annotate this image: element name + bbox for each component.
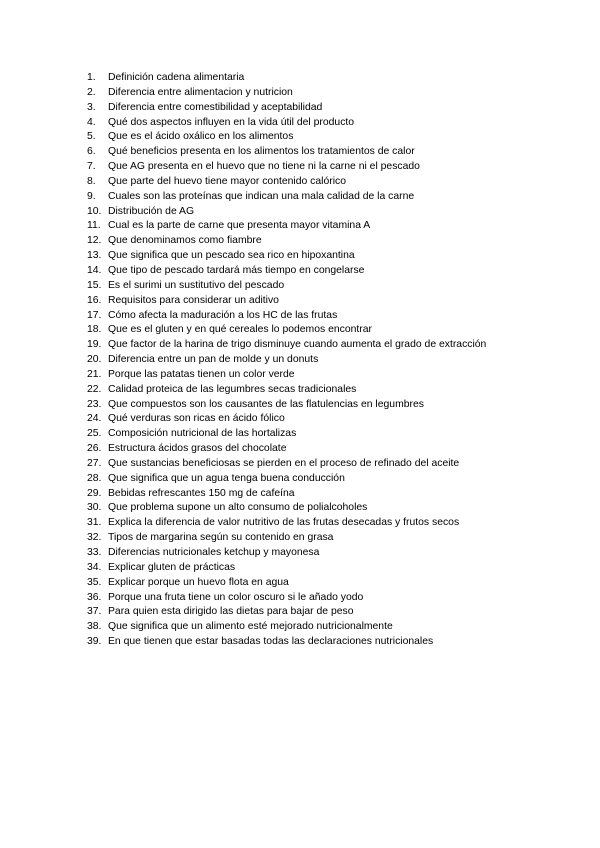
question-number: 34. <box>87 561 102 573</box>
question-text: Que denominamos como fiambre <box>108 235 262 247</box>
question-item <box>87 279 486 294</box>
question-number: 31. <box>87 517 102 529</box>
question-text: Bebidas refrescantes 150 mg de cafeína <box>108 487 295 499</box>
question-number: 23. <box>87 398 102 410</box>
question-item <box>87 249 486 264</box>
question-text: Que significa que un alimento esté mejorado nutricionalmente <box>108 621 393 633</box>
question-number: 26. <box>87 443 102 455</box>
question-item <box>87 353 486 368</box>
question-text: Porque una fruta tiene un color oscuro si le añado yodo <box>108 591 364 603</box>
question-text: Que compuestos son los causantes de las flatulencias en legumbres <box>108 398 424 410</box>
question-item <box>87 294 486 309</box>
question-item <box>87 205 486 220</box>
question-item <box>87 190 486 205</box>
question-number: 7. <box>87 161 96 173</box>
question-number: 13. <box>87 250 102 262</box>
question-item <box>87 383 486 398</box>
question-item <box>87 531 486 546</box>
question-item <box>87 175 486 190</box>
question-number: 3. <box>87 101 96 113</box>
question-number: 33. <box>87 547 102 558</box>
question-number: 20. <box>87 354 102 366</box>
question-item <box>87 472 486 487</box>
question-item <box>87 427 486 442</box>
question-text: Cual es la parte de carne que presenta mayor vitamina A <box>108 220 371 232</box>
question-item <box>87 412 486 427</box>
question-number: 29. <box>87 487 102 499</box>
question-text: Para quien esta dirigido las dietas para bajar de peso <box>108 606 354 618</box>
question-number: 21. <box>87 368 102 380</box>
question-text: Diferencia entre un pan de molde y un donuts <box>108 354 319 366</box>
question-item <box>87 116 486 131</box>
question-text: Cuales son las proteínas que indican una mala calidad de la carne <box>108 190 415 202</box>
question-item <box>87 635 486 650</box>
question-text: Que significa que un agua tenga buena conducción <box>108 472 345 484</box>
question-item <box>87 457 486 472</box>
question-text: Que tipo de pescado tardará más tiempo en congelarse <box>108 264 365 276</box>
question-text: Diferencia entre alimentacion y nutricion <box>108 86 293 98</box>
question-text: Composición nutricional de las hortalizas <box>108 428 297 440</box>
question-number: 16. <box>87 294 102 306</box>
question-item <box>87 516 486 531</box>
question-item <box>87 576 486 591</box>
question-number: 10. <box>87 205 102 217</box>
question-number: 35. <box>87 576 102 588</box>
question-text: Diferencias nutricionales ketchup y mayonesa <box>108 547 320 558</box>
question-text: Requisitos para considerar un aditivo <box>108 294 279 306</box>
question-item <box>87 501 486 516</box>
question-item <box>87 130 486 145</box>
question-number: 17. <box>87 309 102 321</box>
question-text: Que sustancias beneficiosas se pierden en el proceso de refinado del aceite <box>108 457 460 469</box>
question-text: En que tienen que estar basadas todas las declaraciones nutricionales <box>108 636 434 648</box>
question-text: Qué beneficios presenta en los alimentos los tratamientos de calor <box>108 146 415 158</box>
question-item <box>87 561 486 576</box>
question-number: 14. <box>87 264 102 276</box>
question-number: 36. <box>87 591 102 603</box>
question-text: Que AG presenta en el huevo que no tiene ni la carne ni el pescado <box>108 161 420 173</box>
question-number: 15. <box>87 279 102 291</box>
question-number: 9. <box>87 190 96 202</box>
question-text: Explica la diferencia de valor nutritivo de las frutas desecadas y frutos secos <box>108 517 460 529</box>
question-number: 24. <box>87 413 102 425</box>
question-text: Que factor de la harina de trigo disminuye cuando aumenta el grado de extracción <box>108 339 487 351</box>
question-number: 18. <box>87 324 102 336</box>
question-item <box>87 487 486 502</box>
question-item <box>87 219 486 234</box>
question-item <box>87 234 486 249</box>
question-number: 6. <box>87 146 96 158</box>
question-item <box>87 591 486 606</box>
question-number: 8. <box>87 175 96 187</box>
question-item <box>87 160 486 175</box>
question-item <box>87 338 486 353</box>
question-item <box>87 605 486 620</box>
question-number: 37. <box>87 606 102 618</box>
question-text: Es el surimi un sustitutivo del pescado <box>108 279 285 291</box>
question-item <box>87 101 486 116</box>
question-text: Que problema supone un alto consumo de polialcoholes <box>108 502 368 514</box>
question-text: Tipos de margarina según su contenido en grasa <box>108 532 334 544</box>
question-text: Qué verduras son ricas en ácido fólico <box>108 413 285 425</box>
question-number: 32. <box>87 532 102 544</box>
question-list <box>87 71 486 650</box>
question-item <box>87 620 486 635</box>
question-number: 12. <box>87 235 102 247</box>
question-item <box>87 309 486 324</box>
question-text: Estructura ácidos grasos del chocolate <box>108 443 287 455</box>
question-text: Cómo afecta la maduración a los HC de las frutas <box>108 309 338 321</box>
question-item <box>87 442 486 457</box>
question-item <box>87 264 486 279</box>
question-item <box>87 398 486 413</box>
question-number: 27. <box>87 457 102 469</box>
question-item <box>87 323 486 338</box>
question-text: Diferencia entre comestibilidad y aceptabilidad <box>108 101 323 113</box>
question-text: Que es el ácido oxálico en los alimentos <box>108 131 294 143</box>
question-text: Porque las patatas tienen un color verde <box>108 368 295 380</box>
question-text: Que parte del huevo tiene mayor contenido calórico <box>108 175 346 187</box>
question-number: 5. <box>87 131 96 143</box>
question-text: Definición cadena alimentaria <box>108 72 245 83</box>
question-text: Explicar porque un huevo flota en agua <box>108 576 289 588</box>
question-number: 38. <box>87 621 102 633</box>
question-text: Distribución de AG <box>108 205 195 217</box>
question-text: Qué dos aspectos influyen en la vida útil del producto <box>108 116 355 128</box>
question-number: 25. <box>87 428 102 440</box>
question-text: Que es el gluten y en qué cereales lo podemos encontrar <box>108 324 372 336</box>
question-number: 11. <box>87 220 101 232</box>
question-text: Que significa que un pescado sea rico en hipoxantina <box>108 250 355 262</box>
question-text: Calidad proteica de las legumbres secas tradicionales <box>108 383 357 395</box>
question-number: 1. <box>87 72 96 83</box>
question-item <box>87 546 486 561</box>
question-item <box>87 368 486 383</box>
question-item <box>87 71 486 86</box>
question-item <box>87 145 486 160</box>
question-item <box>87 86 486 101</box>
question-number: 4. <box>87 116 96 128</box>
question-number: 39. <box>87 636 102 648</box>
question-number: 22. <box>87 383 102 395</box>
question-number: 2. <box>87 86 96 98</box>
question-number: 19. <box>87 339 102 351</box>
question-text: Explicar gluten de prácticas <box>108 561 236 573</box>
question-number: 30. <box>87 502 102 514</box>
question-number: 28. <box>87 472 102 484</box>
